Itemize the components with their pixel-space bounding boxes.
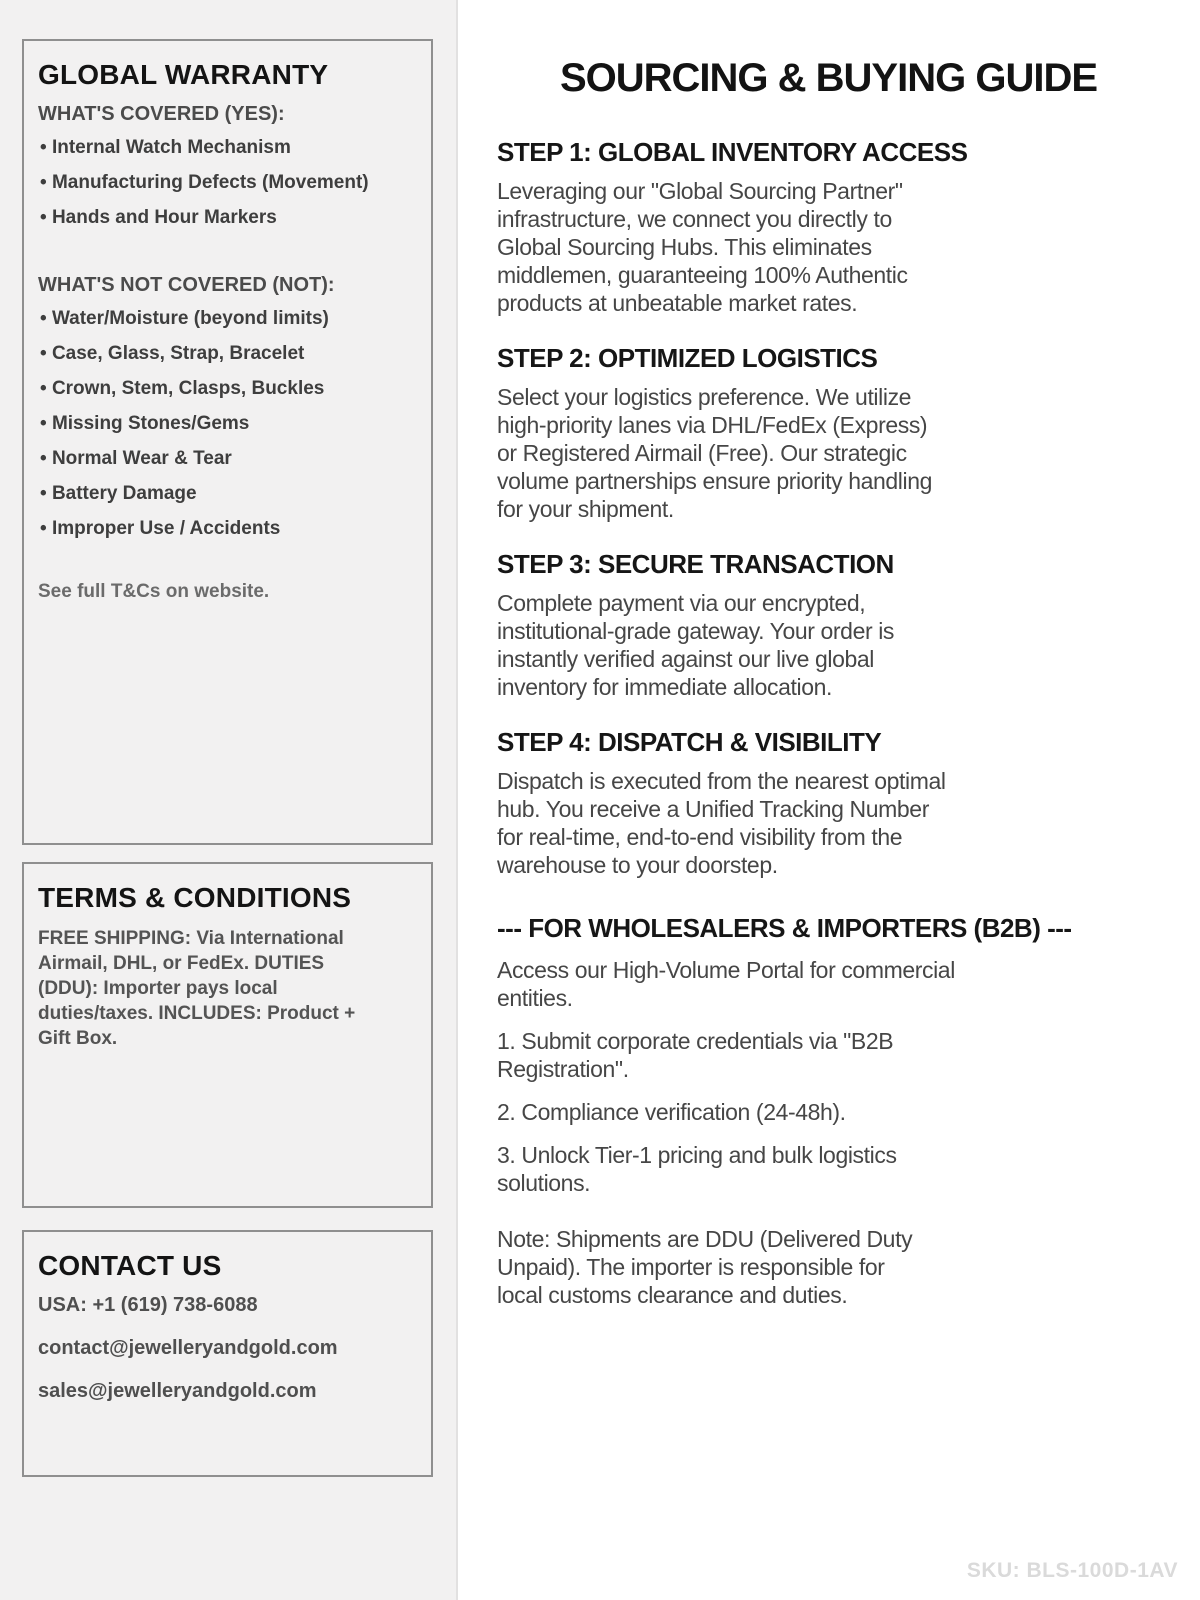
list-item: • Internal Watch Mechanism [38, 138, 415, 158]
covered-list [38, 138, 415, 228]
step-4-body: Dispatch is executed from the nearest optimal hub. You receive a Unified Tracking Number for real-time, end-to-end visibility from the warehouse to your doorstep. [497, 768, 946, 878]
sku-label: SKU: BLS-100D-1AV [966, 1559, 1178, 1582]
step-1-section [497, 137, 1160, 317]
terms-panel [22, 862, 433, 1208]
warranty-footnote: See full T&Cs on website. [38, 581, 270, 602]
not-covered-heading: WHAT'S NOT COVERED (NOT): [38, 274, 335, 296]
sidebar [0, 0, 458, 1600]
step-1-heading: STEP 1: GLOBAL INVENTORY ACCESS [497, 137, 968, 167]
list-item: • Missing Stones/Gems [38, 414, 415, 434]
b2b-heading: --- FOR WHOLESALERS & IMPORTERS (B2B) --- [497, 913, 1072, 943]
list-item: • Battery Damage [38, 484, 415, 504]
list-item: • Crown, Stem, Clasps, Buckles [38, 379, 415, 399]
not-covered-list [38, 309, 415, 539]
step-4-heading: STEP 4: DISPATCH & VISIBILITY [497, 727, 882, 757]
list-item: • Water/Moisture (beyond limits) [38, 309, 415, 329]
step-2-body: Select your logistics preference. We utilize high-priority lanes via DHL/FedEx (Express) or Registered Airmail (Free). Our strategic volume partnerships ensure priority handling for your shipment. [497, 384, 932, 522]
step-4-section [497, 727, 1160, 879]
step-3-section [497, 549, 1160, 701]
step-2-heading: STEP 2: OPTIMIZED LOGISTICS [497, 343, 878, 373]
step-1-body: Leveraging our "Global Sourcing Partner" infrastructure, we connect you directly to Global Sourcing Hubs. This eliminates middlemen, guaranteeing 100% Authentic products at unbeatable market rates. [497, 178, 908, 316]
terms-body: FREE SHIPPING: Via International Airmail, DHL, or FedEx. DUTIES (DDU): Importer pays local duties/taxes. INCLUDES: Product + Gift Box. [38, 928, 356, 1049]
step-3-heading: STEP 3: SECURE TRANSACTION [497, 549, 894, 579]
contact-email: contact@jewelleryandgold.com [38, 1337, 338, 1359]
warranty-panel [22, 39, 433, 845]
list-item: • Case, Glass, Strap, Bracelet [38, 344, 415, 364]
sales-email: sales@jewelleryandgold.com [38, 1380, 317, 1402]
page-title: SOURCING & BUYING GUIDE [559, 56, 1098, 100]
b2b-paragraph: 3. Unlock Tier-1 pricing and bulk logistics solutions. [497, 1142, 897, 1196]
list-item: • Normal Wear & Tear [38, 449, 415, 469]
contact-phone: USA: +1 (619) 738-6088 [38, 1294, 258, 1316]
main-content [460, 0, 1200, 1600]
step-3-body: Complete payment via our encrypted, institutional-grade gateway. Your order is instantly verified against our live global inventory for immediate allocation. [497, 590, 895, 700]
b2b-paragraph: 1. Submit corporate credentials via "B2B Registration". [497, 1028, 894, 1082]
b2b-paragraph: Access our High-Volume Portal for commercial entities. [497, 957, 955, 1011]
terms-title: TERMS & CONDITIONS [38, 882, 352, 913]
contact-title: CONTACT US [38, 1250, 222, 1281]
contact-panel [22, 1230, 433, 1477]
warranty-title: GLOBAL WARRANTY [38, 59, 329, 90]
b2b-paragraph: 2. Compliance verification (24-48h). [497, 1099, 846, 1125]
covered-heading: WHAT'S COVERED (YES): [38, 103, 285, 125]
b2b-section [497, 913, 1160, 1309]
list-item: • Improper Use / Accidents [38, 519, 415, 539]
b2b-note: Note: Shipments are DDU (Delivered Duty Unpaid). The importer is responsible for local customs clearance and duties. [497, 1226, 913, 1308]
step-2-section [497, 343, 1160, 523]
list-item: • Manufacturing Defects (Movement) [38, 173, 415, 193]
list-item: • Hands and Hour Markers [38, 208, 415, 228]
